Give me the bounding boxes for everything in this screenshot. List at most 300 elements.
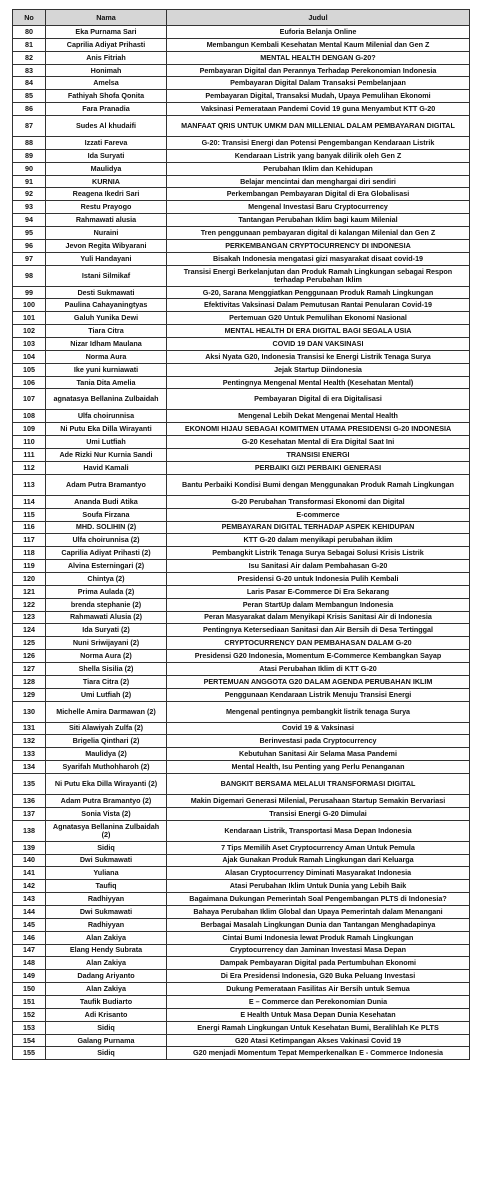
table-row xyxy=(13,214,470,227)
table-row xyxy=(13,1047,470,1060)
table-row xyxy=(13,461,470,474)
table-row xyxy=(13,854,470,867)
table-row xyxy=(13,675,470,688)
cell-nama: Jevon Regita Wibyarani xyxy=(46,239,167,252)
cell-judul: CRYPTOCURRENCY DAN PEMBAHASAN DALAM G-20 xyxy=(167,637,470,650)
cell-nama: Caprilia Adiyat Prihasti (2) xyxy=(46,547,167,560)
cell-no: 112 xyxy=(13,461,46,474)
cell-nama: Ida Suryati xyxy=(46,149,167,162)
cell-judul: Bantu Perbaiki Kondisi Bumi dengan Menggunakan Produk Ramah Lingkungan xyxy=(167,474,470,495)
cell-judul: MENTAL HEALTH DI ERA DIGITAL BAGI SEGALA USIA xyxy=(167,325,470,338)
cell-nama: Soufa Firzana xyxy=(46,508,167,521)
cell-judul: Perubahan Iklim dan Kehidupan xyxy=(167,162,470,175)
cell-nama: Nuni Sriwijayani (2) xyxy=(46,637,167,650)
cell-no: 150 xyxy=(13,983,46,996)
cell-judul: TRANSISI ENERGI xyxy=(167,449,470,462)
table-row xyxy=(13,761,470,774)
cell-judul: Kendaraan Listrik, Transportasi Masa Depan Indonesia xyxy=(167,820,470,841)
cell-no: 133 xyxy=(13,748,46,761)
cell-judul: Berinvestasi pada Cryptocurrency xyxy=(167,735,470,748)
cell-no: 124 xyxy=(13,624,46,637)
cell-no: 101 xyxy=(13,312,46,325)
cell-judul: PERKEMBANGAN CRYPTOCURRENCY DI INDONESIA xyxy=(167,239,470,252)
cell-no: 125 xyxy=(13,637,46,650)
cell-judul: Perkembangan Pembayaran Digital di Era Globalisasi xyxy=(167,188,470,201)
table-row xyxy=(13,363,470,376)
cell-nama: Amelsa xyxy=(46,77,167,90)
table-row xyxy=(13,701,470,722)
cell-nama: Anis Fitriah xyxy=(46,51,167,64)
cell-nama: Sidiq xyxy=(46,841,167,854)
cell-no: 148 xyxy=(13,957,46,970)
cell-no: 114 xyxy=(13,495,46,508)
cell-judul: Membangun Kembali Kesehatan Mental Kaum Milenial dan Gen Z xyxy=(167,38,470,51)
cell-judul: Transisi Energi G-20 Dimulai xyxy=(167,807,470,820)
title-list-table xyxy=(12,9,470,1060)
cell-no: 135 xyxy=(13,773,46,794)
cell-judul: Alasan Cryptocurrency Diminati Masyarakat Indonesia xyxy=(167,867,470,880)
cell-judul: MENTAL HEALTH DENGAN G-20? xyxy=(167,51,470,64)
cell-no: 128 xyxy=(13,675,46,688)
cell-no: 132 xyxy=(13,735,46,748)
table-row xyxy=(13,807,470,820)
table-row xyxy=(13,867,470,880)
cell-judul: Jejak Startup Diindonesia xyxy=(167,363,470,376)
cell-nama: Yuli Handayani xyxy=(46,252,167,265)
cell-nama: Ida Suryati (2) xyxy=(46,624,167,637)
cell-no: 94 xyxy=(13,214,46,227)
cell-no: 147 xyxy=(13,944,46,957)
cell-no: 92 xyxy=(13,188,46,201)
cell-judul: PERTEMUAN ANGGOTA G20 DALAM AGENDA PERUBAHAN IKLIM xyxy=(167,675,470,688)
cell-judul: Bagaimana Dukungan Pemerintah Soal Pengembangan PLTS di Indonesia? xyxy=(167,893,470,906)
cell-judul: Pembayaran Digital, Transaksi Mudah, Upaya Pemulihan Ekonomi xyxy=(167,90,470,103)
cell-judul: G20 Atasi Ketimpangan Akses Vakinasi Covid 19 xyxy=(167,1034,470,1047)
cell-judul: E – Commerce dan Perekonomian Dunia xyxy=(167,996,470,1009)
cell-no: 127 xyxy=(13,662,46,675)
table-row xyxy=(13,286,470,299)
cell-no: 95 xyxy=(13,227,46,240)
cell-no: 117 xyxy=(13,534,46,547)
table-row xyxy=(13,611,470,624)
table-row xyxy=(13,376,470,389)
cell-judul: 7 Tips Memilih Aset Cryptocurrency Aman Untuk Pemula xyxy=(167,841,470,854)
cell-nama: Eka Purnama Sari xyxy=(46,26,167,39)
cell-no: 81 xyxy=(13,38,46,51)
cell-no: 130 xyxy=(13,701,46,722)
cell-nama: Ni Putu Eka Dilla Wirayanti xyxy=(46,423,167,436)
header-row xyxy=(13,10,470,26)
cell-no: 140 xyxy=(13,854,46,867)
cell-nama: Ananda Budi Atika xyxy=(46,495,167,508)
table-row xyxy=(13,905,470,918)
table-row xyxy=(13,227,470,240)
cell-judul: Pentingnya Mengenal Mental Health (Kesehatan Mental) xyxy=(167,376,470,389)
cell-no: 139 xyxy=(13,841,46,854)
cell-judul: G-20, Sarana Menggiatkan Penggunaan Produk Ramah Lingkungan xyxy=(167,286,470,299)
cell-nama: MHD. SOLIHIN (2) xyxy=(46,521,167,534)
table-header xyxy=(13,10,470,26)
cell-judul: MANFAAT QRIS UNTUK UMKM DAN MILLENIAL DALAM PEMBAYARAN DIGITAL xyxy=(167,116,470,137)
cell-judul: PERBAIKI GIZI PERBAIKI GENERASI xyxy=(167,461,470,474)
cell-no: 85 xyxy=(13,90,46,103)
cell-judul: G20 menjadi Momentum Tepat Memperkenalkan E - Commerce Indonesia xyxy=(167,1047,470,1060)
cell-nama: Nizar Idham Maulana xyxy=(46,338,167,351)
table-row xyxy=(13,64,470,77)
table-row xyxy=(13,137,470,150)
cell-judul: Pembayaran Digital dan Perannya Terhadap Perekonomian Indonesia xyxy=(167,64,470,77)
cell-no: 136 xyxy=(13,794,46,807)
cell-no: 131 xyxy=(13,722,46,735)
table-row xyxy=(13,624,470,637)
cell-no: 89 xyxy=(13,149,46,162)
cell-nama: Honimah xyxy=(46,64,167,77)
cell-nama: Elang Hendy Subrata xyxy=(46,944,167,957)
table-row xyxy=(13,162,470,175)
table-row xyxy=(13,944,470,957)
cell-nama: Norma Aura xyxy=(46,350,167,363)
table-row xyxy=(13,722,470,735)
table-row xyxy=(13,572,470,585)
cell-no: 137 xyxy=(13,807,46,820)
table-body xyxy=(13,26,470,1060)
table-row xyxy=(13,735,470,748)
cell-judul: Euforia Belanja Online xyxy=(167,26,470,39)
cell-no: 151 xyxy=(13,996,46,1009)
cell-judul: Makin Digemari Generasi Milenial, Perusahaan Startup Semakin Bervariasi xyxy=(167,794,470,807)
cell-no: 121 xyxy=(13,585,46,598)
table-row xyxy=(13,474,470,495)
cell-no: 115 xyxy=(13,508,46,521)
cell-nama: Dwi Sukmawati xyxy=(46,905,167,918)
cell-no: 123 xyxy=(13,611,46,624)
cell-no: 153 xyxy=(13,1021,46,1034)
cell-no: 146 xyxy=(13,931,46,944)
cell-judul: Di Era Presidensi Indonesia, G20 Buka Peluang Investasi xyxy=(167,970,470,983)
cell-no: 82 xyxy=(13,51,46,64)
cell-nama: Sidiq xyxy=(46,1047,167,1060)
cell-judul: Isu Sanitasi Air dalam Pembahasan G-20 xyxy=(167,560,470,573)
cell-judul: Mengenal Investasi Baru Cryptocurrency xyxy=(167,201,470,214)
cell-no: 84 xyxy=(13,77,46,90)
cell-judul: Ajak Gunakan Produk Ramah Lingkungan dari Keluarga xyxy=(167,854,470,867)
cell-no: 99 xyxy=(13,286,46,299)
cell-nama: Shella Sisilia (2) xyxy=(46,662,167,675)
cell-judul: Bahaya Perubahan Iklim Global dan Upaya Pemerintah dalam Menangani xyxy=(167,905,470,918)
cell-no: 134 xyxy=(13,761,46,774)
cell-judul: Atasi Perubahan Iklim Untuk Dunia yang Lebih Baik xyxy=(167,880,470,893)
cell-no: 138 xyxy=(13,820,46,841)
cell-no: 91 xyxy=(13,175,46,188)
table-row xyxy=(13,423,470,436)
document-page xyxy=(12,9,469,1060)
cell-judul: PEMBAYARAN DIGITAL TERHADAP ASPEK KEHIDUPAN xyxy=(167,521,470,534)
table-row xyxy=(13,983,470,996)
cell-judul: Laris Pasar E-Commerce Di Era Sekarang xyxy=(167,585,470,598)
cell-no: 90 xyxy=(13,162,46,175)
cell-nama: Adam Putra Bramantyo (2) xyxy=(46,794,167,807)
table-row xyxy=(13,794,470,807)
cell-judul: G-20 Kesehatan Mental di Era Digital Saat Ini xyxy=(167,436,470,449)
cell-judul: E-commerce xyxy=(167,508,470,521)
table-row xyxy=(13,841,470,854)
table-row xyxy=(13,188,470,201)
table-row xyxy=(13,508,470,521)
cell-nama: Alan Zakiya xyxy=(46,983,167,996)
cell-nama: Adam Putra Bramantyo xyxy=(46,474,167,495)
cell-no: 103 xyxy=(13,338,46,351)
cell-no: 122 xyxy=(13,598,46,611)
cell-no: 142 xyxy=(13,880,46,893)
table-row xyxy=(13,38,470,51)
cell-nama: Reagena Ikedri Sari xyxy=(46,188,167,201)
cell-no: 111 xyxy=(13,449,46,462)
table-row xyxy=(13,350,470,363)
cell-nama: Sudes Al khudaifi xyxy=(46,116,167,137)
table-row xyxy=(13,312,470,325)
cell-nama: Restu Prayogo xyxy=(46,201,167,214)
header-nama: Nama xyxy=(46,10,167,26)
cell-nama: Syarifah Muthohharoh (2) xyxy=(46,761,167,774)
table-row xyxy=(13,880,470,893)
cell-nama: Brigelia Qinthari (2) xyxy=(46,735,167,748)
cell-judul: Pertemuan G20 Untuk Pemulihan Ekonomi Nasional xyxy=(167,312,470,325)
cell-nama: Fara Pranadia xyxy=(46,103,167,116)
table-row xyxy=(13,970,470,983)
table-row xyxy=(13,748,470,761)
table-row xyxy=(13,149,470,162)
cell-judul: G-20 Perubahan Transformasi Ekonomi dan Digital xyxy=(167,495,470,508)
table-row xyxy=(13,325,470,338)
cell-no: 143 xyxy=(13,893,46,906)
cell-nama: Siti Alawiyah Zulfa (2) xyxy=(46,722,167,735)
cell-nama: Havid Kamali xyxy=(46,461,167,474)
cell-no: 116 xyxy=(13,521,46,534)
cell-no: 144 xyxy=(13,905,46,918)
cell-nama: Maulidya (2) xyxy=(46,748,167,761)
cell-judul: Pembangkit Listrik Tenaga Surya Sebagai Solusi Krisis Listrik xyxy=(167,547,470,560)
cell-nama: Prima Aulada (2) xyxy=(46,585,167,598)
cell-no: 119 xyxy=(13,560,46,573)
cell-judul: Kendaraan Listrik yang banyak dilirik oleh Gen Z xyxy=(167,149,470,162)
cell-no: 145 xyxy=(13,918,46,931)
table-row xyxy=(13,51,470,64)
cell-nama: Alan Zakiya xyxy=(46,931,167,944)
table-row xyxy=(13,598,470,611)
cell-nama: Ade Rizki Nur Kurnia Sandi xyxy=(46,449,167,462)
cell-nama: Paulina Cahayaningtyas xyxy=(46,299,167,312)
cell-no: 105 xyxy=(13,363,46,376)
cell-judul: Presidensi G-20 untuk Indonesia Pulih Kembali xyxy=(167,572,470,585)
cell-no: 118 xyxy=(13,547,46,560)
cell-no: 141 xyxy=(13,867,46,880)
cell-nama: Agnatasya Bellanina Zulbaidah (2) xyxy=(46,820,167,841)
table-row xyxy=(13,116,470,137)
table-row xyxy=(13,534,470,547)
cell-no: 88 xyxy=(13,137,46,150)
header-judul: Judul xyxy=(167,10,470,26)
cell-nama: Ulfa choirunnisa (2) xyxy=(46,534,167,547)
cell-no: 152 xyxy=(13,1008,46,1021)
cell-judul: Covid 19 & Vaksinasi xyxy=(167,722,470,735)
cell-no: 104 xyxy=(13,350,46,363)
table-row xyxy=(13,26,470,39)
table-row xyxy=(13,820,470,841)
table-row xyxy=(13,662,470,675)
cell-nama: Yuliana xyxy=(46,867,167,880)
cell-no: 106 xyxy=(13,376,46,389)
table-row xyxy=(13,585,470,598)
table-row xyxy=(13,931,470,944)
cell-judul: Cryptocurrency dan Jaminan Investasi Masa Depan xyxy=(167,944,470,957)
cell-judul: Pembayaran Digital Dalam Transaksi Pembelanjaan xyxy=(167,77,470,90)
table-row xyxy=(13,688,470,701)
cell-nama: Rahmawati Alusia (2) xyxy=(46,611,167,624)
cell-judul: Kebutuhan Sanitasi Air Selama Masa Pandemi xyxy=(167,748,470,761)
table-row xyxy=(13,637,470,650)
cell-judul: Pembayaran Digital di era Digitalisasi xyxy=(167,389,470,410)
table-row xyxy=(13,996,470,1009)
cell-judul: Atasi Perubahan Iklim di KTT G-20 xyxy=(167,662,470,675)
cell-nama: Desti Sukmawati xyxy=(46,286,167,299)
cell-nama: Norma Aura (2) xyxy=(46,650,167,663)
cell-judul: Peran StartUp dalam Membangun Indonesia xyxy=(167,598,470,611)
cell-nama: Sidiq xyxy=(46,1021,167,1034)
cell-nama: Galuh Yunika Dewi xyxy=(46,312,167,325)
cell-nama: agnatasya Bellanina Zulbaidah xyxy=(46,389,167,410)
table-row xyxy=(13,893,470,906)
cell-judul: Energi Ramah Lingkungan Untuk Kesehatan Bumi, Beralihlah Ke PLTS xyxy=(167,1021,470,1034)
cell-judul: E Health Untuk Masa Depan Dunia Kesehatan xyxy=(167,1008,470,1021)
table-row xyxy=(13,103,470,116)
table-row xyxy=(13,773,470,794)
cell-no: 155 xyxy=(13,1047,46,1060)
cell-nama: Galang Purnama xyxy=(46,1034,167,1047)
table-row xyxy=(13,299,470,312)
table-row xyxy=(13,650,470,663)
cell-judul: EKONOMI HIJAU SEBAGAI KOMITMEN UTAMA PRESIDENSI G-20 INDONESIA xyxy=(167,423,470,436)
cell-no: 93 xyxy=(13,201,46,214)
cell-no: 102 xyxy=(13,325,46,338)
cell-judul: Tren penggunaan pembayaran digital di kalangan Milenial dan Gen Z xyxy=(167,227,470,240)
cell-nama: Umi Lutfiah (2) xyxy=(46,688,167,701)
table-row xyxy=(13,265,470,286)
table-row xyxy=(13,918,470,931)
table-row xyxy=(13,90,470,103)
cell-no: 107 xyxy=(13,389,46,410)
cell-no: 97 xyxy=(13,252,46,265)
table-row xyxy=(13,201,470,214)
cell-nama: Maulidya xyxy=(46,162,167,175)
cell-nama: Fathiyah Shofa Qonita xyxy=(46,90,167,103)
cell-nama: Istani Silmikaf xyxy=(46,265,167,286)
table-row xyxy=(13,521,470,534)
cell-judul: Mental Health, Isu Penting yang Perlu Penanganan xyxy=(167,761,470,774)
cell-nama: Taufik Budiarto xyxy=(46,996,167,1009)
cell-judul: KTT G-20 dalam menyikapi perubahan iklim xyxy=(167,534,470,547)
cell-judul: Bisakah Indonesia mengatasi gizi masyarakat disaat covid-19 xyxy=(167,252,470,265)
table-row xyxy=(13,338,470,351)
cell-judul: Belajar mencintai dan menghargai diri sendiri xyxy=(167,175,470,188)
cell-no: 120 xyxy=(13,572,46,585)
cell-nama: Caprilia Adiyat Prihasti xyxy=(46,38,167,51)
cell-nama: Tiara Citra (2) xyxy=(46,675,167,688)
cell-nama: Nuraini xyxy=(46,227,167,240)
cell-nama: Umi Lutfiah xyxy=(46,436,167,449)
cell-nama: Dwi Sukmawati xyxy=(46,854,167,867)
cell-judul: Tantangan Perubahan Iklim bagi kaum Milenial xyxy=(167,214,470,227)
cell-judul: Berbagai Masalah Lingkungan Dunia dan Tantangan Menghadapinya xyxy=(167,918,470,931)
cell-nama: Michelle Amira Darmawan (2) xyxy=(46,701,167,722)
cell-nama: Tiara Citra xyxy=(46,325,167,338)
cell-no: 80 xyxy=(13,26,46,39)
cell-judul: Dukung Pemerataan Fasilitas Air Bersih untuk Semua xyxy=(167,983,470,996)
table-row xyxy=(13,547,470,560)
cell-no: 86 xyxy=(13,103,46,116)
cell-nama: KURNIA xyxy=(46,175,167,188)
cell-judul: Vaksinasi Pemerataan Pandemi Covid 19 guna Menyambut KTT G-20 xyxy=(167,103,470,116)
cell-judul: Efektivitas Vaksinasi Dalam Pemutusan Rantai Penularan Covid-19 xyxy=(167,299,470,312)
cell-no: 109 xyxy=(13,423,46,436)
cell-no: 108 xyxy=(13,410,46,423)
cell-no: 96 xyxy=(13,239,46,252)
table-row xyxy=(13,175,470,188)
cell-nama: Radhiyyan xyxy=(46,918,167,931)
cell-no: 149 xyxy=(13,970,46,983)
cell-judul: Transisi Energi Berkelanjutan dan Produk Ramah Lingkungan sebagai Respon terhadap Perubahan Iklim xyxy=(167,265,470,286)
table-row xyxy=(13,410,470,423)
cell-judul: Pentingnya Ketersediaan Sanitasi dan Air Bersih di Desa Tertinggal xyxy=(167,624,470,637)
cell-judul: Penggunaan Kendaraan Listrik Menuju Transisi Energi xyxy=(167,688,470,701)
cell-nama: Chintya (2) xyxy=(46,572,167,585)
cell-judul: Presidensi G20 Indonesia, Momentum E-Commerce Kembangkan Sayap xyxy=(167,650,470,663)
cell-no: 83 xyxy=(13,64,46,77)
table-row xyxy=(13,560,470,573)
table-row xyxy=(13,1034,470,1047)
cell-nama: Sonia Vista (2) xyxy=(46,807,167,820)
cell-no: 154 xyxy=(13,1034,46,1047)
cell-no: 113 xyxy=(13,474,46,495)
cell-nama: Adi Krisanto xyxy=(46,1008,167,1021)
cell-nama: Alvina Esterningari (2) xyxy=(46,560,167,573)
table-row xyxy=(13,495,470,508)
cell-nama: Izzati Fareva xyxy=(46,137,167,150)
cell-no: 98 xyxy=(13,265,46,286)
cell-judul: BANGKIT BERSAMA MELALUI TRANSFORMASI DIGITAL xyxy=(167,773,470,794)
cell-nama: Dadang Ariyanto xyxy=(46,970,167,983)
cell-no: 110 xyxy=(13,436,46,449)
cell-judul: Dampak Pembayaran Digital pada Pertumbuhan Ekonomi xyxy=(167,957,470,970)
cell-judul: Aksi Nyata G20, Indonesia Transisi ke Energi Listrik Tenaga Surya xyxy=(167,350,470,363)
table-row xyxy=(13,449,470,462)
header-no: No xyxy=(13,10,46,26)
table-row xyxy=(13,389,470,410)
cell-nama: Alan Zakiya xyxy=(46,957,167,970)
cell-judul: COVID 19 DAN VAKSINASI xyxy=(167,338,470,351)
cell-judul: G-20: Transisi Energi dan Potensi Pengembangan Kendaraan Listrik xyxy=(167,137,470,150)
cell-nama: Rahmawati alusia xyxy=(46,214,167,227)
cell-no: 129 xyxy=(13,688,46,701)
cell-nama: Ulfa choirunnisa xyxy=(46,410,167,423)
table-row xyxy=(13,252,470,265)
cell-judul: Mengenal Lebih Dekat Mengenai Mental Health xyxy=(167,410,470,423)
cell-no: 87 xyxy=(13,116,46,137)
cell-nama: Taufiq xyxy=(46,880,167,893)
table-row xyxy=(13,1008,470,1021)
table-row xyxy=(13,1021,470,1034)
cell-nama: Ike yuni kurniawati xyxy=(46,363,167,376)
cell-no: 100 xyxy=(13,299,46,312)
